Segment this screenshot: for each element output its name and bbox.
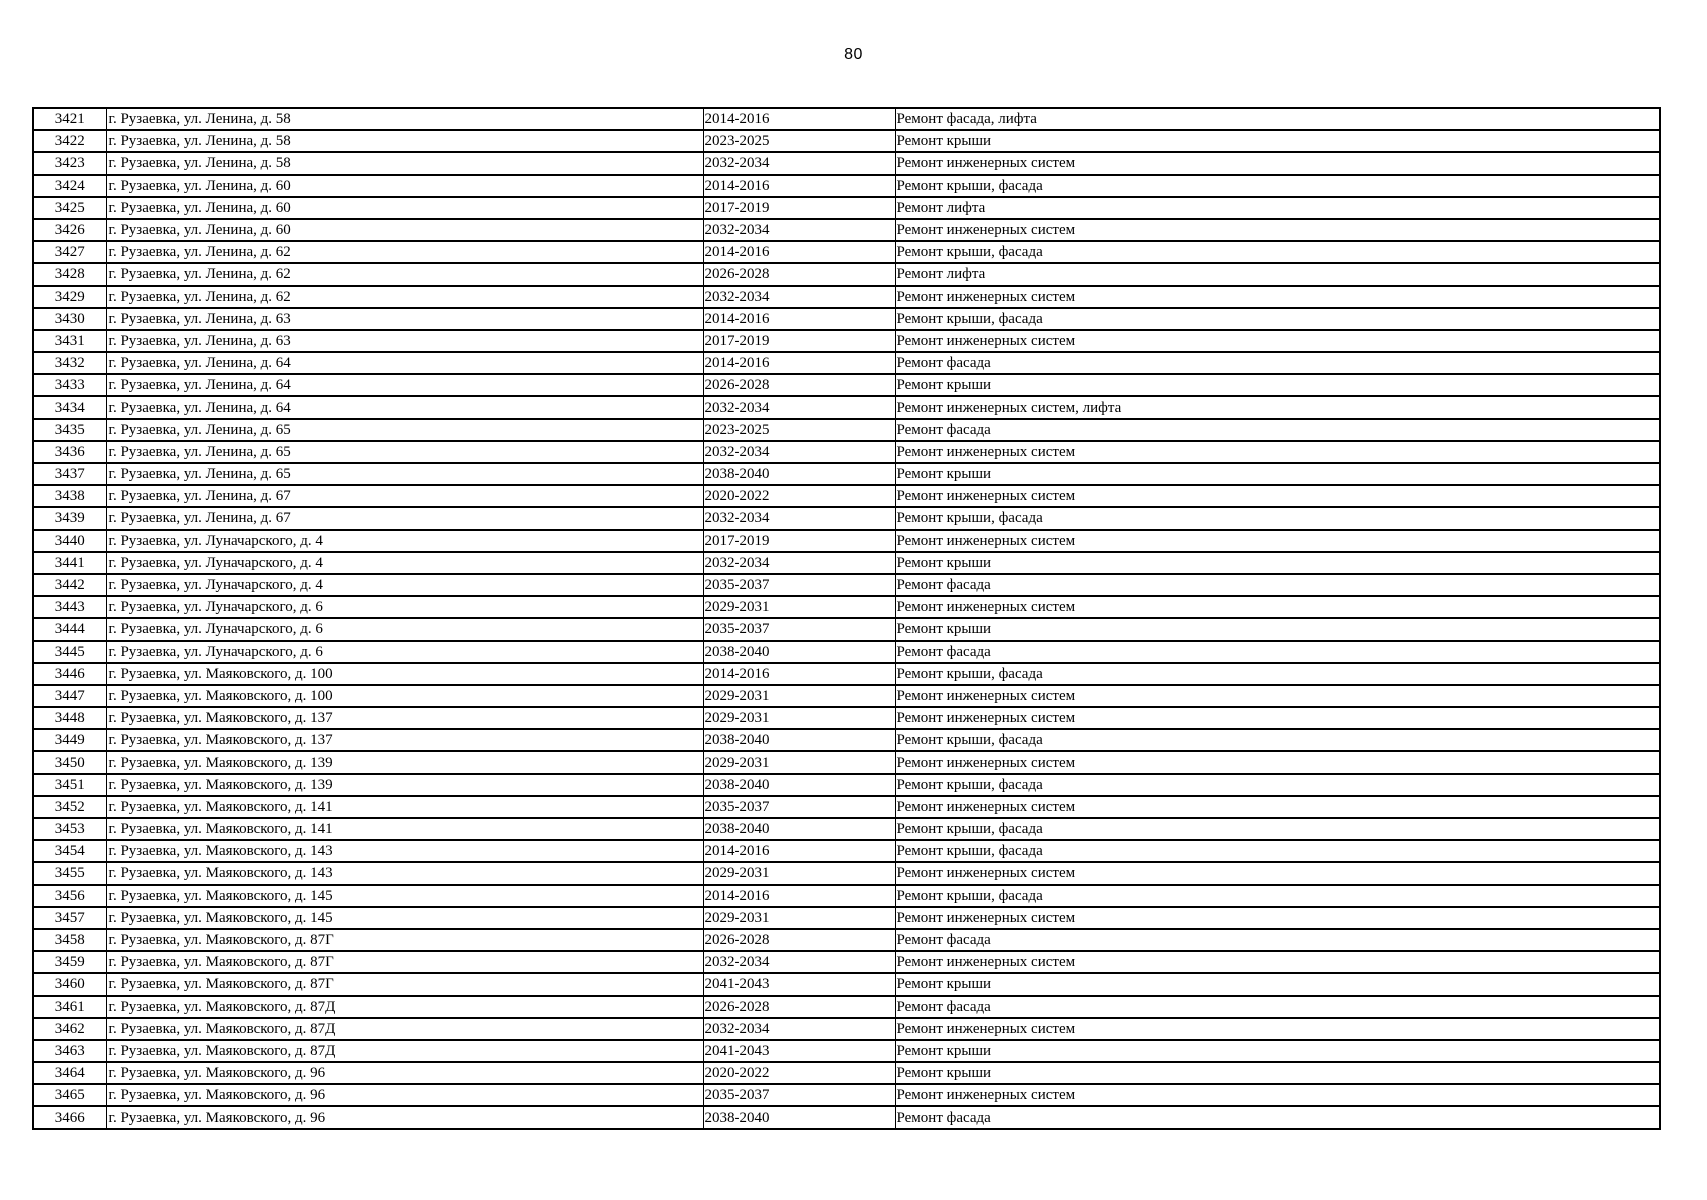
work-type-cell: Ремонт крыши, фасада	[895, 840, 1660, 862]
period-cell: 2017-2019	[703, 330, 895, 352]
period-cell: 2020-2022	[703, 1062, 895, 1084]
period-cell: 2032-2034	[703, 507, 895, 529]
work-type-cell: Ремонт инженерных систем	[895, 751, 1660, 773]
work-type-cell: Ремонт инженерных систем	[895, 219, 1660, 241]
table-row	[33, 1018, 1660, 1040]
address-cell: г. Рузаевка, ул. Ленина, д. 64	[106, 396, 703, 418]
row-number: 3466	[33, 1106, 106, 1128]
row-number: 3432	[33, 352, 106, 374]
period-cell: 2017-2019	[703, 530, 895, 552]
work-type-cell: Ремонт фасада	[895, 574, 1660, 596]
period-cell: 2038-2040	[703, 1106, 895, 1128]
address-cell: г. Рузаевка, ул. Маяковского, д. 87Д	[106, 1040, 703, 1062]
row-number: 3443	[33, 596, 106, 618]
work-type-cell: Ремонт инженерных систем	[895, 862, 1660, 884]
row-number: 3449	[33, 729, 106, 751]
row-number: 3446	[33, 663, 106, 685]
row-number: 3425	[33, 197, 106, 219]
work-type-cell: Ремонт инженерных систем	[895, 951, 1660, 973]
row-number: 3435	[33, 419, 106, 441]
address-cell: г. Рузаевка, ул. Ленина, д. 65	[106, 441, 703, 463]
row-number: 3430	[33, 308, 106, 330]
work-type-cell: Ремонт лифта	[895, 263, 1660, 285]
table-row	[33, 885, 1660, 907]
address-cell: г. Рузаевка, ул. Ленина, д. 58	[106, 152, 703, 174]
address-cell: г. Рузаевка, ул. Маяковского, д. 137	[106, 707, 703, 729]
row-number: 3439	[33, 507, 106, 529]
work-type-cell: Ремонт крыши, фасада	[895, 308, 1660, 330]
period-cell: 2014-2016	[703, 663, 895, 685]
row-number: 3423	[33, 152, 106, 174]
work-type-cell: Ремонт крыши, фасада	[895, 175, 1660, 197]
period-cell: 2032-2034	[703, 286, 895, 308]
address-cell: г. Рузаевка, ул. Маяковского, д. 137	[106, 729, 703, 751]
address-cell: г. Рузаевка, ул. Маяковского, д. 100	[106, 663, 703, 685]
table-row	[33, 1062, 1660, 1084]
page-number: 80	[844, 46, 863, 63]
table-row	[33, 197, 1660, 219]
table-row	[33, 729, 1660, 751]
row-number: 3442	[33, 574, 106, 596]
row-number: 3456	[33, 885, 106, 907]
address-cell: г. Рузаевка, ул. Луначарского, д. 6	[106, 618, 703, 640]
row-number: 3444	[33, 618, 106, 640]
table-row	[33, 1106, 1660, 1128]
address-cell: г. Рузаевка, ул. Луначарского, д. 4	[106, 574, 703, 596]
row-number: 3427	[33, 241, 106, 263]
table-row	[33, 330, 1660, 352]
row-number: 3451	[33, 774, 106, 796]
work-type-cell: Ремонт крыши	[895, 618, 1660, 640]
row-number: 3454	[33, 840, 106, 862]
work-type-cell: Ремонт инженерных систем	[895, 1018, 1660, 1040]
period-cell: 2026-2028	[703, 929, 895, 951]
row-number: 3421	[33, 108, 106, 130]
address-cell: г. Рузаевка, ул. Маяковского, д. 87Д	[106, 1018, 703, 1040]
work-type-cell: Ремонт инженерных систем	[895, 907, 1660, 929]
table-row	[33, 973, 1660, 995]
address-cell: г. Рузаевка, ул. Маяковского, д. 139	[106, 774, 703, 796]
work-type-cell: Ремонт инженерных систем, лифта	[895, 396, 1660, 418]
work-type-cell: Ремонт крыши, фасада	[895, 663, 1660, 685]
work-type-cell: Ремонт крыши, фасада	[895, 774, 1660, 796]
table-row	[33, 996, 1660, 1018]
work-type-cell: Ремонт крыши	[895, 374, 1660, 396]
period-cell: 2023-2025	[703, 419, 895, 441]
work-type-cell: Ремонт фасада	[895, 996, 1660, 1018]
period-cell: 2038-2040	[703, 463, 895, 485]
address-cell: г. Рузаевка, ул. Ленина, д. 63	[106, 330, 703, 352]
table-row	[33, 308, 1660, 330]
table-row	[33, 108, 1660, 130]
table-row	[33, 907, 1660, 929]
address-cell: г. Рузаевка, ул. Маяковского, д. 100	[106, 685, 703, 707]
table-row	[33, 396, 1660, 418]
work-type-cell: Ремонт инженерных систем	[895, 330, 1660, 352]
address-cell: г. Рузаевка, ул. Маяковского, д. 143	[106, 862, 703, 884]
address-cell: г. Рузаевка, ул. Ленина, д. 62	[106, 286, 703, 308]
address-cell: г. Рузаевка, ул. Ленина, д. 67	[106, 507, 703, 529]
work-type-cell: Ремонт крыши, фасада	[895, 885, 1660, 907]
row-number: 3464	[33, 1062, 106, 1084]
address-cell: г. Рузаевка, ул. Маяковского, д. 145	[106, 885, 703, 907]
table-row	[33, 175, 1660, 197]
period-cell: 2014-2016	[703, 885, 895, 907]
address-cell: г. Рузаевка, ул. Ленина, д. 58	[106, 108, 703, 130]
row-number: 3458	[33, 929, 106, 951]
period-cell: 2014-2016	[703, 241, 895, 263]
period-cell: 2014-2016	[703, 108, 895, 130]
address-cell: г. Рузаевка, ул. Маяковского, д. 87Г	[106, 951, 703, 973]
row-number: 3424	[33, 175, 106, 197]
period-cell: 2026-2028	[703, 263, 895, 285]
work-type-cell: Ремонт крыши	[895, 1062, 1660, 1084]
work-type-cell: Ремонт инженерных систем	[895, 530, 1660, 552]
work-type-cell: Ремонт фасада, лифта	[895, 108, 1660, 130]
address-cell: г. Рузаевка, ул. Маяковского, д. 141	[106, 796, 703, 818]
work-type-cell: Ремонт инженерных систем	[895, 1084, 1660, 1106]
row-number: 3429	[33, 286, 106, 308]
row-number: 3448	[33, 707, 106, 729]
table-row	[33, 751, 1660, 773]
row-number: 3461	[33, 996, 106, 1018]
row-number: 3437	[33, 463, 106, 485]
address-cell: г. Рузаевка, ул. Маяковского, д. 145	[106, 907, 703, 929]
period-cell: 2032-2034	[703, 152, 895, 174]
address-cell: г. Рузаевка, ул. Ленина, д. 58	[106, 130, 703, 152]
period-cell: 2035-2037	[703, 574, 895, 596]
work-type-cell: Ремонт фасада	[895, 641, 1660, 663]
period-cell: 2029-2031	[703, 862, 895, 884]
table-row	[33, 663, 1660, 685]
work-type-cell: Ремонт крыши	[895, 973, 1660, 995]
period-cell: 2020-2022	[703, 485, 895, 507]
period-cell: 2029-2031	[703, 907, 895, 929]
period-cell: 2032-2034	[703, 552, 895, 574]
work-type-cell: Ремонт крыши	[895, 463, 1660, 485]
row-number: 3433	[33, 374, 106, 396]
work-type-cell: Ремонт инженерных систем	[895, 796, 1660, 818]
address-cell: г. Рузаевка, ул. Ленина, д. 64	[106, 374, 703, 396]
period-cell: 2032-2034	[703, 1018, 895, 1040]
table-row	[33, 596, 1660, 618]
row-number: 3450	[33, 751, 106, 773]
period-cell: 2029-2031	[703, 596, 895, 618]
work-type-cell: Ремонт крыши	[895, 130, 1660, 152]
row-number: 3460	[33, 973, 106, 995]
address-cell: г. Рузаевка, ул. Ленина, д. 62	[106, 263, 703, 285]
table-row	[33, 263, 1660, 285]
work-type-cell: Ремонт лифта	[895, 197, 1660, 219]
row-number: 3462	[33, 1018, 106, 1040]
work-type-cell: Ремонт крыши	[895, 1040, 1660, 1062]
table-row	[33, 618, 1660, 640]
table-row	[33, 286, 1660, 308]
address-cell: г. Рузаевка, ул. Луначарского, д. 4	[106, 552, 703, 574]
work-type-cell: Ремонт фасада	[895, 419, 1660, 441]
period-cell: 2014-2016	[703, 308, 895, 330]
work-type-cell: Ремонт инженерных систем	[895, 441, 1660, 463]
period-cell: 2038-2040	[703, 729, 895, 751]
address-cell: г. Рузаевка, ул. Маяковского, д. 96	[106, 1106, 703, 1128]
address-cell: г. Рузаевка, ул. Луначарского, д. 4	[106, 530, 703, 552]
row-number: 3434	[33, 396, 106, 418]
address-cell: г. Рузаевка, ул. Маяковского, д. 141	[106, 818, 703, 840]
address-cell: г. Рузаевка, ул. Ленина, д. 64	[106, 352, 703, 374]
work-type-cell: Ремонт инженерных систем	[895, 485, 1660, 507]
period-cell: 2029-2031	[703, 751, 895, 773]
table-row	[33, 685, 1660, 707]
table-row	[33, 419, 1660, 441]
table-row	[33, 152, 1660, 174]
table-row	[33, 1084, 1660, 1106]
table-row	[33, 1040, 1660, 1062]
table-row	[33, 929, 1660, 951]
period-cell: 2029-2031	[703, 685, 895, 707]
row-number: 3438	[33, 485, 106, 507]
row-number: 3436	[33, 441, 106, 463]
period-cell: 2038-2040	[703, 641, 895, 663]
table-row	[33, 862, 1660, 884]
table-row	[33, 374, 1660, 396]
row-number: 3426	[33, 219, 106, 241]
address-cell: г. Рузаевка, ул. Ленина, д. 62	[106, 241, 703, 263]
address-cell: г. Рузаевка, ул. Маяковского, д. 143	[106, 840, 703, 862]
work-type-cell: Ремонт инженерных систем	[895, 685, 1660, 707]
address-cell: г. Рузаевка, ул. Ленина, д. 67	[106, 485, 703, 507]
period-cell: 2017-2019	[703, 197, 895, 219]
period-cell: 2041-2043	[703, 1040, 895, 1062]
table-row	[33, 507, 1660, 529]
work-type-cell: Ремонт крыши, фасада	[895, 507, 1660, 529]
row-number: 3465	[33, 1084, 106, 1106]
period-cell: 2038-2040	[703, 774, 895, 796]
repair-schedule-table	[32, 107, 1661, 1130]
address-cell: г. Рузаевка, ул. Луначарского, д. 6	[106, 596, 703, 618]
table-row	[33, 552, 1660, 574]
row-number: 3440	[33, 530, 106, 552]
work-type-cell: Ремонт крыши, фасада	[895, 818, 1660, 840]
row-number: 3452	[33, 796, 106, 818]
table-row	[33, 352, 1660, 374]
period-cell: 2023-2025	[703, 130, 895, 152]
period-cell: 2032-2034	[703, 951, 895, 973]
table-body	[33, 108, 1660, 1129]
address-cell: г. Рузаевка, ул. Луначарского, д. 6	[106, 641, 703, 663]
period-cell: 2035-2037	[703, 618, 895, 640]
row-number: 3431	[33, 330, 106, 352]
address-cell: г. Рузаевка, ул. Ленина, д. 60	[106, 197, 703, 219]
table-row	[33, 219, 1660, 241]
period-cell: 2041-2043	[703, 973, 895, 995]
row-number: 3459	[33, 951, 106, 973]
address-cell: г. Рузаевка, ул. Маяковского, д. 87Г	[106, 973, 703, 995]
period-cell: 2026-2028	[703, 374, 895, 396]
address-cell: г. Рузаевка, ул. Маяковского, д. 87Г	[106, 929, 703, 951]
table-row	[33, 818, 1660, 840]
table-row	[33, 796, 1660, 818]
period-cell: 2029-2031	[703, 707, 895, 729]
work-type-cell: Ремонт фасада	[895, 1106, 1660, 1128]
table-row	[33, 641, 1660, 663]
table-row	[33, 485, 1660, 507]
row-number: 3441	[33, 552, 106, 574]
row-number: 3455	[33, 862, 106, 884]
period-cell: 2038-2040	[703, 818, 895, 840]
work-type-cell: Ремонт крыши, фасада	[895, 729, 1660, 751]
address-cell: г. Рузаевка, ул. Маяковского, д. 96	[106, 1062, 703, 1084]
row-number: 3445	[33, 641, 106, 663]
work-type-cell: Ремонт инженерных систем	[895, 596, 1660, 618]
period-cell: 2014-2016	[703, 175, 895, 197]
address-cell: г. Рузаевка, ул. Ленина, д. 60	[106, 175, 703, 197]
row-number: 3463	[33, 1040, 106, 1062]
table-row	[33, 574, 1660, 596]
address-cell: г. Рузаевка, ул. Ленина, д. 63	[106, 308, 703, 330]
period-cell: 2032-2034	[703, 396, 895, 418]
period-cell: 2032-2034	[703, 219, 895, 241]
table-row	[33, 840, 1660, 862]
period-cell: 2035-2037	[703, 796, 895, 818]
period-cell: 2035-2037	[703, 1084, 895, 1106]
table-row	[33, 130, 1660, 152]
table-row	[33, 530, 1660, 552]
row-number: 3428	[33, 263, 106, 285]
table-row	[33, 707, 1660, 729]
address-cell: г. Рузаевка, ул. Ленина, д. 65	[106, 419, 703, 441]
period-cell: 2014-2016	[703, 352, 895, 374]
table-row	[33, 774, 1660, 796]
address-cell: г. Рузаевка, ул. Ленина, д. 65	[106, 463, 703, 485]
period-cell: 2026-2028	[703, 996, 895, 1018]
row-number: 3447	[33, 685, 106, 707]
row-number: 3422	[33, 130, 106, 152]
table-row	[33, 441, 1660, 463]
address-cell: г. Рузаевка, ул. Маяковского, д. 87Д	[106, 996, 703, 1018]
row-number: 3453	[33, 818, 106, 840]
table-row	[33, 241, 1660, 263]
period-cell: 2014-2016	[703, 840, 895, 862]
address-cell: г. Рузаевка, ул. Ленина, д. 60	[106, 219, 703, 241]
work-type-cell: Ремонт инженерных систем	[895, 286, 1660, 308]
work-type-cell: Ремонт крыши	[895, 552, 1660, 574]
work-type-cell: Ремонт фасада	[895, 929, 1660, 951]
address-cell: г. Рузаевка, ул. Маяковского, д. 139	[106, 751, 703, 773]
work-type-cell: Ремонт инженерных систем	[895, 707, 1660, 729]
table-row	[33, 463, 1660, 485]
work-type-cell: Ремонт крыши, фасада	[895, 241, 1660, 263]
address-cell: г. Рузаевка, ул. Маяковского, д. 96	[106, 1084, 703, 1106]
row-number: 3457	[33, 907, 106, 929]
table-row	[33, 951, 1660, 973]
work-type-cell: Ремонт фасада	[895, 352, 1660, 374]
work-type-cell: Ремонт инженерных систем	[895, 152, 1660, 174]
period-cell: 2032-2034	[703, 441, 895, 463]
